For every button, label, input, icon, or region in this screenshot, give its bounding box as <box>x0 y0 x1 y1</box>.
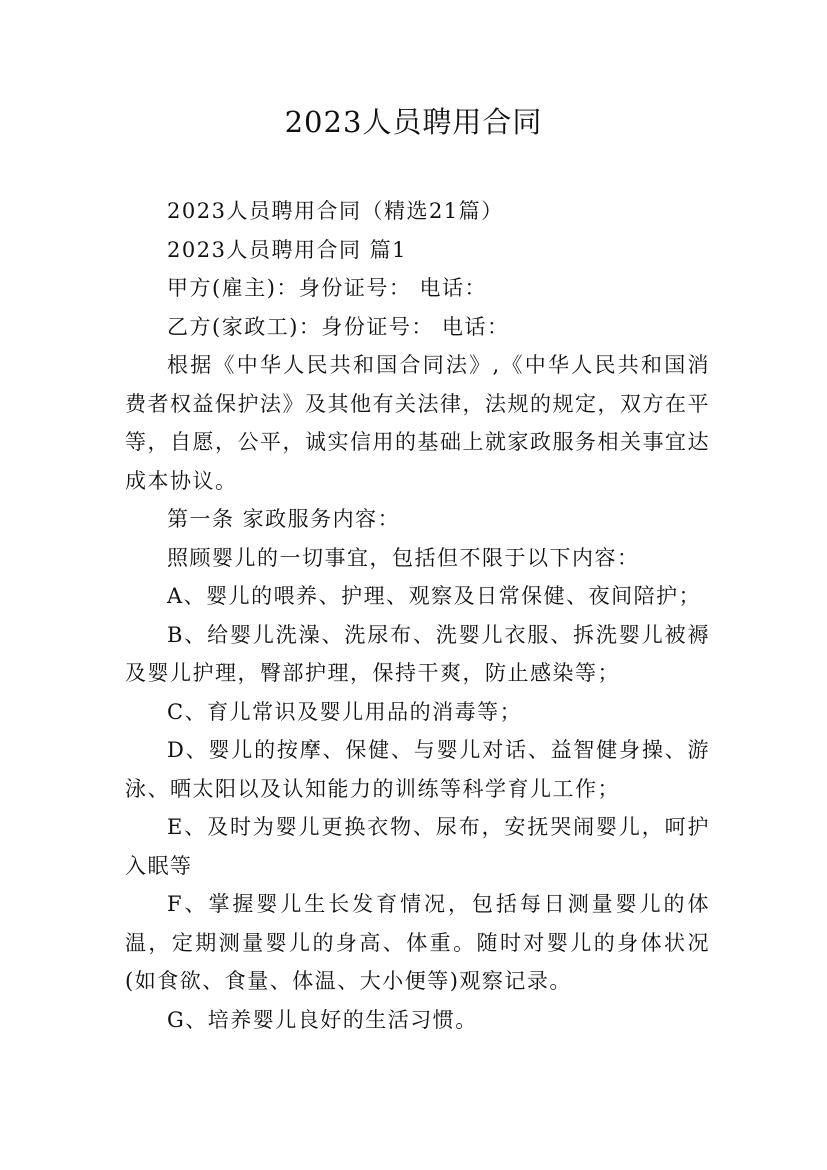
paragraph-contract-heading: 2023人员聘用合同（精选21篇） <box>167 199 504 223</box>
paragraph-party-a: 甲方(雇主)：身份证号： 电话： <box>167 276 488 300</box>
paragraph-item-a: A、婴儿的喂养、护理、观察及日常保健、夜间陪护； <box>167 584 702 608</box>
paragraph-item-d: D、婴儿的按摩、保健、与婴儿对话、益智健身操、游泳、晒太阳以及认知能力的训练等科学育儿工作； <box>125 738 710 801</box>
paragraph-care-scope: 照顾婴儿的一切事宜，包括但不限于以下内容： <box>167 545 640 570</box>
paragraph-item-f: F、掌握婴儿生长发育情况，包括每日测量婴儿的体温，定期测量婴儿的身高、体重。随时对婴儿的身体状况(如食欲、食量、体温、大小便等)观察记录。 <box>125 892 710 993</box>
paragraph-item-e: E、及时为婴儿更换衣物、尿布，安抚哭闹婴儿，呵护入眠等 <box>125 815 710 878</box>
paragraph-item-g: G、培养婴儿良好的生活习惯。 <box>167 1007 478 1032</box>
paragraph-item-c: C、育儿常识及婴儿用品的消毒等； <box>167 699 523 724</box>
paragraph-party-b: 乙方(家政工)：身份证号： 电话： <box>167 314 510 339</box>
paragraph-article-one: 第一条 家政服务内容： <box>167 507 401 531</box>
document-title: 2023人员聘用合同 <box>284 105 543 139</box>
paragraph-section-title: 2023人员聘用合同 篇1 <box>167 237 407 262</box>
paragraph-preamble: 根据《中华人民共和国合同法》,《中华人民共和国消费者权益保护法》及其他有关法律，法规的规定，双方在平等，自愿，公平，诚实信用的基础上就家政服务相关事宜达成本协议。 <box>125 353 710 493</box>
paragraph-item-b: B、给婴儿洗澡、洗尿布、洗婴儿衣服、拆洗婴儿被褥及婴儿护理，臀部护理，保持干爽，防止感染等； <box>125 622 710 685</box>
document-body <box>125 192 710 1039</box>
